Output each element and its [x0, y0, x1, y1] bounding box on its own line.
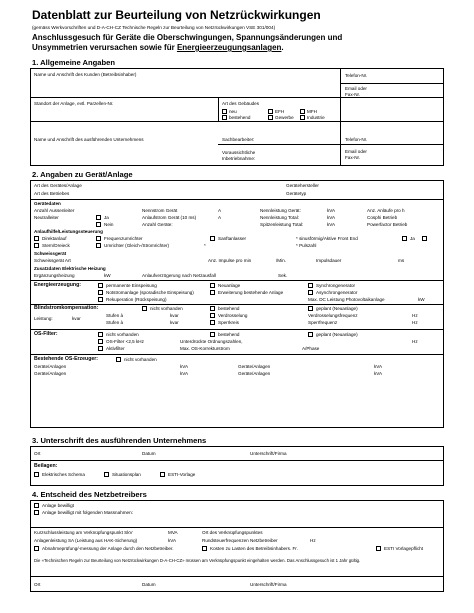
checkbox-os-geplant[interactable]: [308, 332, 313, 337]
label-umrichter: Umrichter (Gleich-/Stromrichter): [104, 243, 170, 248]
label-neuanlage: Neuanlage: [218, 283, 241, 288]
field-art-betrieb: Art des Betriebes: [34, 191, 70, 196]
label-erweiterung: Erweiterung bestehende Anlage: [218, 290, 284, 295]
label-situation: Situationsplan: [112, 472, 141, 477]
checkbox-os-aktiv[interactable]: [98, 346, 103, 351]
label-zusatz: Zusatzdaten Elektrische Heizung: [34, 266, 106, 271]
label-mfh: MFH: [307, 109, 317, 114]
field-ordnung: Unterdrückte Ordnungszahlen,: [180, 339, 243, 344]
checkbox-blind-nicht[interactable]: [142, 306, 147, 311]
field-anlaufstrom: Anlaufstrom Gerät (10 ms): [142, 215, 197, 220]
field-s4-ort: Ort: [34, 582, 41, 587]
field-stufen2: Stufen à: [106, 320, 124, 325]
field-neutralleiter: Neutralleiter: [34, 215, 59, 220]
s1-divider-h1: [30, 97, 444, 98]
checkbox-industrie[interactable]: [300, 115, 305, 120]
unit-hz2: Hz: [412, 320, 418, 325]
s2-line-bestehend: [30, 354, 444, 355]
field-kunde: Name und Anschrift des Kunden (Betreibsinhaber): [34, 72, 137, 77]
field-anlagen2: Geräte/Anlagen: [238, 364, 271, 369]
checkbox-blind-geplant[interactable]: [308, 306, 313, 311]
checkbox-stern[interactable]: [34, 243, 39, 248]
checkbox-efh[interactable]: [268, 109, 273, 114]
field-anz-anlaeufe: Anz. Anläufe pro h: [367, 208, 405, 213]
field-fax2: Fax-Nr.: [345, 155, 361, 160]
s1-divider-v1: [218, 97, 219, 121]
label-ja2: Ja: [410, 236, 415, 241]
checkbox-bestehend-os-nicht[interactable]: [116, 357, 121, 362]
field-hersteller: Gerätehersteller: [286, 183, 319, 188]
unit-sek: Sek.: [278, 273, 288, 278]
unit-mva: MVA: [168, 530, 178, 535]
unit-kva5: kVA: [374, 364, 383, 369]
label-blind-geplant: geplant (Neuanlage): [316, 306, 358, 311]
section2-title: 2. Angaben zu Gerät/Anlage: [32, 170, 133, 179]
unit-ms: ms: [398, 258, 405, 263]
checkbox-notstrom[interactable]: [98, 290, 103, 295]
label-blind-nicht: nicht vorhanden: [150, 306, 183, 311]
field-schweiss-art: Schweissgerät Art: [34, 258, 71, 263]
label-industrie: Industrie: [307, 115, 325, 120]
page-subtitle: (gemäss Werkvorschriften und D-A-CH-CZ Technische Regeln zur Beurteilung von Netzrückwirkungen VSE 301/004): [32, 25, 276, 30]
field-s4-datum: Datum: [142, 582, 156, 587]
field-nennleistung-total: Nennleistung Total:: [260, 215, 299, 220]
unit-hz3: Hz: [412, 339, 418, 344]
label-stern: Stern/Dreieck: [42, 243, 70, 248]
label-esti2: ESTI Vorlagepflicht: [384, 546, 424, 551]
checkbox-frequenz[interactable]: [96, 236, 101, 241]
field-max-dc: Max. DC Leistung Photovoltaikanlage: [308, 297, 385, 302]
checkbox-bewilligt[interactable]: [34, 503, 39, 508]
field-ort-vp: Ort des Verknüpfungspunktes: [202, 530, 263, 535]
checkbox-sinus-nein[interactable]: [422, 236, 427, 241]
label-bestehend-os-nicht: nicht vorhanden: [124, 357, 157, 362]
label-synchron: Synchrongenerator: [316, 283, 356, 288]
checkbox-schema[interactable]: [34, 472, 39, 477]
label-schweiss: Schweissgerät: [34, 251, 67, 256]
field-anlagen4: Geräte/Anlagen: [238, 371, 271, 376]
field-spitzen: Spitzenleistung Total:: [260, 222, 304, 227]
field-nennstrom: Nennstrom Gerät: [142, 208, 178, 213]
label-pulszahl: * Pulszahl: [296, 243, 317, 248]
field-anlaufverz: Anlaufverzögerung nach Netzausfall: [142, 273, 216, 278]
label-sinusfoermig: * sinusförmig/Aktive Front End: [296, 236, 358, 241]
s4-line2: [30, 576, 444, 577]
field-telefon: Telefon-Nr.: [345, 73, 368, 78]
checkbox-esti[interactable]: [160, 472, 165, 477]
field-stufen: Stufen à: [106, 313, 124, 318]
label-os-nicht: nicht vorhanden: [106, 332, 139, 337]
section3-title: 3. Unterschrift des ausführenden Unternehmens: [32, 436, 207, 445]
checkbox-os-passiv[interactable]: [98, 339, 103, 344]
label-osfilter: OS-Filter:: [34, 331, 58, 337]
unit-kva6: kVA: [180, 371, 189, 376]
checkbox-asynchron[interactable]: [308, 290, 313, 295]
checkbox-umrichter[interactable]: [96, 243, 101, 248]
heading-line2-b: Energieerzeugungsanlagen: [176, 43, 282, 52]
checkbox-neu[interactable]: [222, 109, 227, 114]
field-telefon2: Telefon-Nr.: [345, 137, 368, 142]
checkbox-verdrossel[interactable]: [210, 313, 215, 318]
s1-divider-h3: [340, 83, 444, 84]
field-s3-datum: Datum: [142, 451, 156, 456]
unit-kva2: kVA: [327, 215, 336, 220]
field-kurzschluss: Kurzschlussleistung am Verknüpfungspunkt SkV: [34, 530, 133, 535]
unit-hz1: Hz: [412, 313, 418, 318]
label-abnahme: Abnahmeprüfung/-messung der Anlage durch den Netzbetreiber.: [42, 546, 174, 551]
checkbox-bestehend[interactable]: [222, 115, 227, 120]
checkbox-erweiterung[interactable]: [210, 290, 215, 295]
label-frequenz: Frequenzumrichter: [104, 236, 143, 241]
field-leistung: Leistung:: [34, 316, 53, 321]
section4-title: 4. Entscheid des Netzbetreibers: [32, 490, 147, 499]
unit-kva7: kVA: [374, 371, 383, 376]
label-os-passiv: OS-Filter <2,5 kHz: [106, 339, 144, 344]
checkbox-blind-bestehend[interactable]: [210, 306, 215, 311]
checkbox-situation[interactable]: [104, 472, 109, 477]
checkbox-os-bestehend[interactable]: [210, 332, 215, 337]
label-ja1: Ja: [104, 215, 109, 220]
label-bestehend-os: Bestehende OS-Erzeuger:: [34, 356, 98, 362]
label-stern-mark: *: [204, 243, 206, 248]
label-neu: neu: [229, 109, 237, 114]
field-fax1: Fax-Nr.: [345, 92, 361, 97]
field-sachbearbeiter: Sachbearbeiter:: [222, 137, 255, 142]
checkbox-mfh[interactable]: [300, 109, 305, 114]
label-perm: permanente Einspeisung: [106, 283, 157, 288]
field-anlagen3: Geräte/Anlagen: [34, 371, 67, 376]
section3-box: [30, 446, 444, 486]
checkbox-kosten[interactable]: [202, 546, 207, 551]
field-s3-ort: Ort: [34, 451, 41, 456]
checkbox-os-nicht[interactable]: [98, 332, 103, 337]
label-os-aktiv: Aktivfilter: [106, 346, 125, 351]
unit-aphase: A/Phase: [302, 346, 320, 351]
unit-kvar3: kvar: [170, 320, 179, 325]
unit-a1: A: [218, 208, 222, 213]
field-unternehmen: Name und Anschrift des ausführenden Unternehmens: [34, 137, 144, 142]
s2-line-top: [30, 199, 444, 200]
label-beilagen: Beilagen:: [34, 463, 58, 469]
label-esti: ESTI-Vorlage: [168, 472, 196, 477]
label-os-bestehend: bestehend: [218, 332, 240, 337]
field-max-os: Max. OS-Korrekturstrom: [180, 346, 230, 351]
checkbox-neuanlage[interactable]: [210, 283, 215, 288]
field-s4-unterschrift: Unterschrift/Firma: [250, 582, 287, 587]
page-title: Datenblatt zur Beurteilung von Netzrückwirkungen: [32, 8, 321, 22]
s2-line-osfilter: [30, 329, 444, 330]
label-os-geplant: geplant (Neuanlage): [316, 332, 358, 337]
s3-line: [30, 460, 444, 461]
unit-kva8: kVA: [168, 538, 177, 543]
field-s3-unterschrift: Unterschrift/Firma: [250, 451, 287, 456]
page-heading-line1: Anschlussgesuch für Geräte die Oberschwingungen, Spannungsänderungen und: [32, 33, 343, 42]
field-email2: Email oder: [345, 149, 367, 154]
label-sanftanlasser: Sanftanlasser: [218, 236, 247, 241]
checkbox-synchron[interactable]: [308, 283, 313, 288]
unit-hz4: Hz: [310, 538, 316, 543]
field-impulse: Anz. Impulse pro min: [208, 258, 252, 263]
heading-line2-a: Unsymmetrien verursachen sowie für: [32, 43, 177, 52]
unit-kvar2: kvar: [170, 313, 179, 318]
field-art-gebaeude: Art des Gebäudes: [222, 101, 260, 106]
label-notstrom: Notstromanlage (sporadische Einspeisung): [106, 290, 194, 295]
label-blind-bestehend: bestehend: [218, 306, 240, 311]
heading-line2-c: .: [281, 43, 284, 52]
field-sperrfreq: Sperrfrequenz: [308, 320, 338, 325]
checkbox-rekuperation[interactable]: [98, 297, 103, 302]
field-art-geraet: Art des Gerätes/Anlage: [34, 183, 82, 188]
s1-divider-h2: [30, 121, 444, 122]
label-direktanlauf: Direktanlauf: [42, 236, 67, 241]
checkbox-neutral-ja[interactable]: [96, 215, 101, 220]
label-nein1: Nein: [104, 222, 114, 227]
label-gewerbe: Gewerbe: [275, 115, 294, 120]
checkbox-abnahme[interactable]: [34, 546, 39, 551]
label-bewilligt: Anlage bewilligt: [42, 503, 74, 508]
checkbox-direktanlauf[interactable]: [34, 236, 39, 241]
label-blind: Blindstromkompensation:: [34, 305, 99, 311]
s4-line1: [30, 527, 444, 528]
checkbox-bewilligt-mass[interactable]: [34, 510, 39, 515]
field-ergaenzung: Ergänzungsheizung: [34, 273, 75, 278]
field-verdrossel-freq: Verdrosselungsfrequenz: [308, 313, 358, 318]
section1-title: 1. Allgemeine Angaben: [32, 58, 115, 67]
label-kosten: Kosten zu Lasten des Betreibsinhabers. Fr.: [210, 546, 298, 551]
checkbox-neutral-nein[interactable]: [96, 222, 101, 227]
label-geraetedaten: Gerätedaten: [34, 201, 61, 206]
label-asynchron: Asynchrongenerator: [316, 290, 358, 295]
field-typ: Gerätetyp: [286, 191, 307, 196]
field-inbetrieb2: Inbetriebnahme:: [222, 156, 256, 161]
page-heading-line2: [32, 43, 284, 52]
field-impulsdauer: Impulsdauer: [316, 258, 342, 263]
label-anlaufhilfe: Anlaufhilfe/Leistungssteuerung: [34, 229, 103, 234]
label-bestehend: bestehend: [229, 115, 251, 120]
checkbox-esti2[interactable]: [376, 546, 381, 551]
label-bewilligt-mass: Anlage bewilligt mit folgenden Massnahmen:: [42, 510, 133, 515]
field-rundsteuer: Rundsteuerfrequenzen Netzbetreiber: [202, 538, 278, 543]
label-energie: Energieerzeugung:: [34, 282, 81, 288]
checkbox-sinus-ja[interactable]: [402, 236, 407, 241]
label-verdrossel: Verdrosselung: [218, 313, 248, 318]
text-hinweis: Die «Technischen Regeln zur Beurteilung von Netzrückwirkungen D-A-CH-CZ» müssen am Verknüpfungspunkt eingehalten werden. Das Anschlussgesuch ist 1 Jahr gültig.: [34, 558, 361, 563]
unit-a2: A: [218, 215, 222, 220]
s1-divider-h4: [218, 144, 444, 145]
field-powerfactor: Powerfactor Betrieb: [367, 222, 408, 227]
field-inbetrieb1: Voraussichtliche: [222, 150, 256, 155]
unit-kva1: kVA: [327, 208, 336, 213]
field-anzahl-geraete: Anzahl Geräte:: [142, 222, 173, 227]
s2-line-energie: [30, 280, 444, 281]
field-cosphi: Cosphi Betrieb: [367, 215, 398, 220]
field-anlagenleistung: Anlagenleistung SA (Leistung aus HAK-Sicherung): [34, 538, 138, 543]
field-anlagen1: Geräte/Anlagen: [34, 364, 67, 369]
checkbox-sperrkreis[interactable]: [210, 320, 215, 325]
unit-kva4: kVA: [180, 364, 189, 369]
checkbox-gewerbe[interactable]: [268, 115, 273, 120]
unit-kw2: kW: [418, 297, 425, 302]
field-standort: Standort der Anlage, evtl. Parzellen-Nr.: [34, 101, 114, 106]
checkbox-perm[interactable]: [98, 283, 103, 288]
field-email1: Email oder: [345, 86, 367, 91]
label-rekuperation: Rekuperation (Rückspeisung): [106, 297, 167, 302]
unit-min: /Min.: [276, 258, 286, 263]
label-schema: Elektrisches Schema: [42, 472, 85, 477]
label-efh: EFH: [275, 109, 285, 114]
unit-kvar: kvar: [72, 316, 81, 321]
unit-kw: kW: [104, 273, 111, 278]
checkbox-sanftanlasser[interactable]: [210, 236, 215, 241]
field-anzahl-aussen: Anzahl Aussenleiter: [34, 208, 75, 213]
field-nennleistung: Nennleistung Gerät:: [260, 208, 301, 213]
unit-kva3: kVA: [327, 222, 336, 227]
label-sperrkreis: Sperrkreis: [218, 320, 239, 325]
